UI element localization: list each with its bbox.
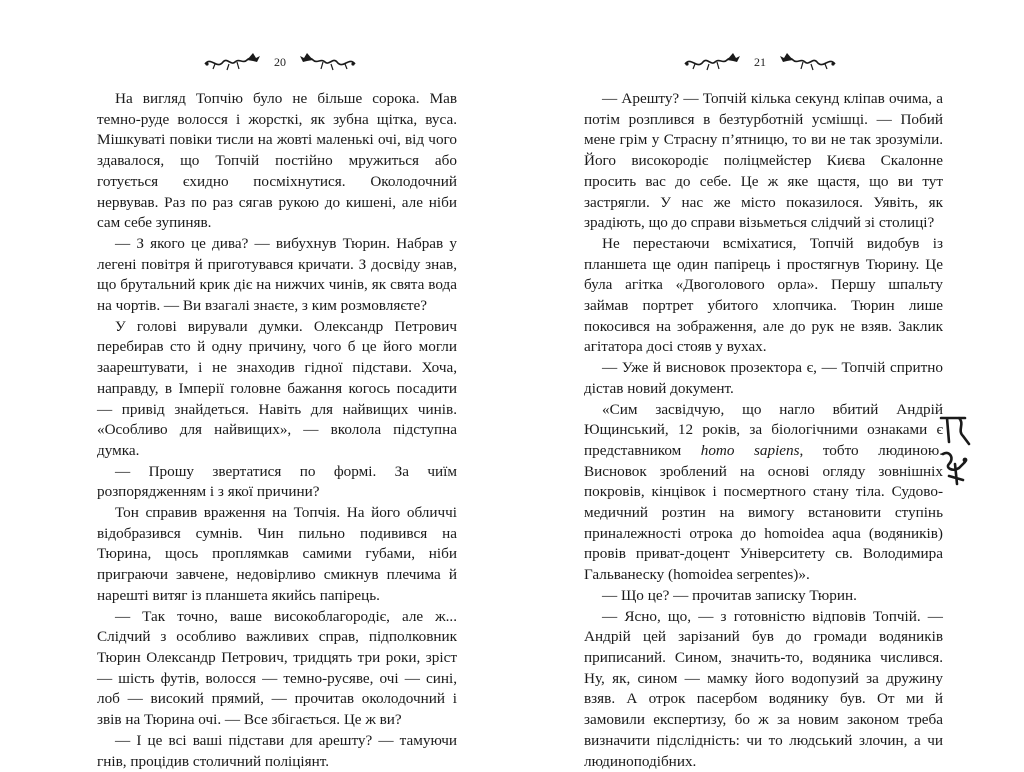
paragraph: Не перестаючи всміхатися, Топчій видобув із планшета ще один папірець і простягнув Тюрину. Це була агітка «Двоголового орла». Першу шпальту займав портрет убитого хлопчика. Тюрин лише покосився на зображення, але до рук не взяв. Заклик агітатора досі стояв у вухах. (584, 234, 943, 356)
paragraph: У голові вирували думки. Олександр Петрович перебирав сто й одну причину, чого б це його могли заарештувати, і не знаходив гідної підстави. Хоча, направду, в Імперії головне бажання когось посадити — привід знайдеться. Навіть для найвищих чинів. «Особливо для найвищих», — вколола підступна думка. (97, 317, 457, 459)
paragraph: — Прошу звертатися по формі. За чиїм розпорядженням і з якої причини? (97, 462, 457, 501)
paragraph-text: , тобто людиною. Висновок зроблений на основі огляду зовнішніх покровів, кінцівок і посмертного стану тіла. Судово-медичний розтин на вимогу встановити ступінь приналежності отрока до homoidea aqua (водяників) провів приват-доцент Університету св. Володимира Гальванеску (homoidea serpentes)». (584, 441, 943, 584)
paragraph: На вигляд Топчію було не більше сорока. Мав темно-руде волосся і жорсткі, як зубна щітка, вуса. Мішкуваті повіки тисли на жовті маленькі очі, від чого здавалося, що Топчій постійно мружиться або готується єхидно посміхнутися. Околодочний нервував. Раз по раз сягав рукою до кишені, але ніби сам себе зупиняв. (97, 90, 457, 232)
left-page (0, 0, 512, 770)
dragon-ornament-icon (779, 50, 837, 74)
left-page-text (97, 89, 457, 772)
paragraph: — І це всі ваші підстави для арешту? — тамуючи гнів, процідив столичний поліціянт. (97, 731, 457, 770)
paragraph: — Арешту? — Топчій кілька секунд кліпав очима, а потім розплився в безтурботній усмішці. — Побий мене грім у Страсну п’ятницю, то ви не так зрозуміли. Його високородіє поліцмейстер Києва Скалонне просить вас до себе. Це ж яке щастя, що ви тут застрягли. У нас же місто показилося. Уявіть, як зрадіють, що до справи візьметься слідчий зі столиці? (584, 90, 943, 232)
dragon-letter-ornament-icon (935, 410, 975, 490)
dragon-ornament-icon (683, 50, 741, 74)
italic-term: homo sapiens (700, 441, 800, 459)
paragraph: — Що це? — прочитав записку Тюрин. (602, 586, 857, 604)
paragraph-text: «Сим засвідчую, що нагло вбитий Андрій Ющинський, 12 років, за біологічними ознаками є представником (584, 400, 943, 459)
page-number: 20 (274, 54, 286, 69)
page-number: 21 (754, 54, 766, 69)
paragraph: — Уже й висновок прозектора є, — Топчій спритно дістав новий документ. (584, 359, 943, 397)
paragraph: — Ясно, що, — з готовністю відповів Топчій. — Андрій цей зарізаний був до громади водяників приписаний. Сином, значить-то, водяника числився. Ну, як, сином — мамку його водопузий за дружину взяв. А отрок пасербом водянику був. От ми й замовили експертизу, бо ж за новим законом треба визначити підслідність: чи то людський злочин, а чи людиноподібних. (584, 607, 943, 770)
right-page-header (660, 46, 860, 78)
paragraph (584, 400, 943, 586)
right-page-text (584, 89, 943, 772)
paragraph: — Так точно, ваше високоблагородіє, але ж... Слідчий з особливо важливих справ, підполковник Тюрин Олександр Петрович, тридцять три роки, зріст — шість футів, волосся — темно-русяве, очі — сині, лоб — високий прямий, — прочитав околодочний і звів на Тюрина очі. — Все збігається. Це ж ви? (97, 607, 457, 729)
dragon-ornament-icon (203, 50, 261, 74)
paragraph: Тон справив враження на Топчія. На його обличчі відобразився сумнів. Чин пильно подивився на Тюрина, щось проплямкав самими губами, ніби приграючи завчене, недовірливо смикнув плечима й нарешті витяг із планшета якийсь папірець. (97, 504, 457, 604)
left-page-header (180, 46, 380, 78)
paragraph: — З якого це дива? — вибухнув Тюрин. Набрав у легені повітря й приготувався кричати. З досвіду знав, що брутальний крик діє на нижчих чинів, як свята вода на чортів. — Ви взагалі знаєте, з ким розмовляєте? (97, 234, 457, 315)
dragon-ornament-icon (299, 50, 357, 74)
right-page (512, 0, 1024, 770)
